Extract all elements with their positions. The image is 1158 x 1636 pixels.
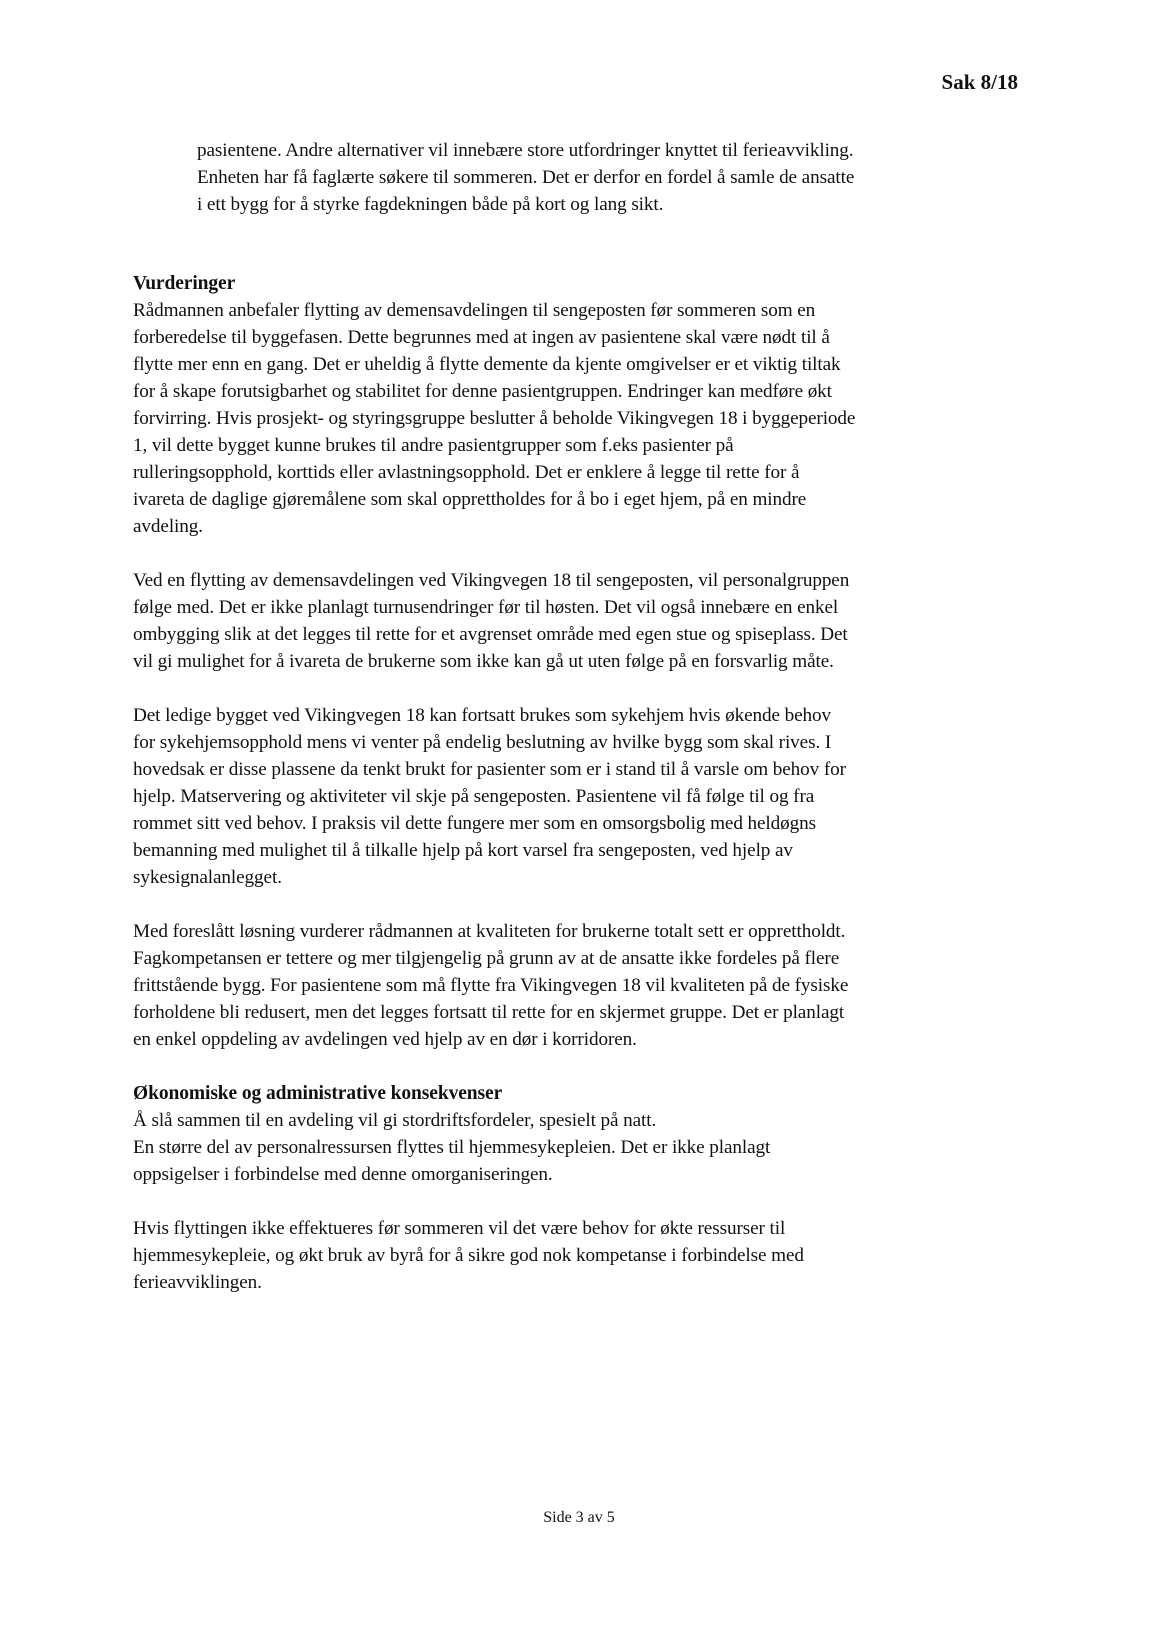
case-number: Sak 8/18	[941, 70, 1018, 94]
text-line: Ved en flytting av demensavdelingen ved Vikingvegen 18 til sengeposten, vil personalgruppen	[133, 570, 850, 591]
text-line: flytte mer enn en gang. Det er uheldig å flytte demente da kjente omgivelser er et viktig tiltak	[133, 354, 841, 375]
text-line: En større del av personalressursen flyttes til hjemmesykepleien. Det er ikke planlagt	[133, 1137, 771, 1158]
text-line: Å slå sammen til en avdeling vil gi stordriftsfordeler, spesielt på natt.	[133, 1110, 657, 1131]
text-line: oppsigelser i forbindelse med denne omorganiseringen.	[133, 1164, 553, 1185]
text-line: hovedsak er disse plassene da tenkt brukt for pasienter som er i stand til å varsle om behov for	[133, 759, 846, 780]
text-line: sykesignalanlegget.	[133, 867, 282, 888]
text-line: for å skape forutsigbarhet og stabilitet for denne pasientgruppen. Endringer kan medføre økt	[133, 381, 832, 402]
text-line: Rådmannen anbefaler flytting av demensavdelingen til sengeposten før sommeren som en	[133, 300, 816, 321]
paragraph	[133, 297, 1033, 540]
text-line: forberedelse til byggefasen. Dette begrunnes med at ingen av pasientene skal være nødt til å	[133, 327, 830, 348]
intro-paragraph	[197, 137, 1033, 218]
document-body	[133, 137, 1033, 1296]
text-line: hjelp. Matservering og aktiviteter vil skje på sengeposten. Pasientene vil få følge til og fra	[133, 786, 815, 807]
text-line: en enkel oppdeling av avdelingen ved hjelp av en dør i korridoren.	[133, 1029, 637, 1050]
text-line: Enheten har få faglærte søkere til sommeren. Det er derfor en fordel å samle de ansatte	[197, 167, 855, 188]
paragraph	[133, 702, 1033, 891]
text-line: for sykehjemsopphold mens vi venter på endelig beslutning av hvilke bygg som skal rives. I	[133, 732, 832, 753]
text-line: Med foreslått løsning vurderer rådmannen at kvaliteten for brukerne totalt sett er opprettholdt.	[133, 921, 846, 942]
text-line: rulleringsopphold, korttids eller avlastningsopphold. Det er enklere å legge til rette for å	[133, 462, 800, 483]
text-line: avdeling.	[133, 516, 203, 537]
text-line: forvirring. Hvis prosjekt- og styringsgruppe beslutter å beholde Vikingvegen 18 i byggeperiode	[133, 408, 856, 429]
paragraph	[133, 1215, 1033, 1296]
text-line: Fagkompetansen er tettere og mer tilgjengelig på grunn av at de ansatte ikke fordeles på flere	[133, 948, 840, 969]
text-line: vil gi mulighet for å ivareta de brukerne som ikke kan gå ut uten følge på en forsvarlig måte.	[133, 651, 834, 672]
text-line: frittstående bygg. For pasientene som må flytte fra Vikingvegen 18 vil kvaliteten på de fysiske	[133, 975, 849, 996]
text-line: hjemmesykepleie, og økt bruk av byrå for å sikre god nok kompetanse i forbindelse med	[133, 1245, 804, 1266]
text-line: ivareta de daglige gjøremålene som skal opprettholdes for å bo i eget hjem, på en mindre	[133, 489, 807, 510]
text-line: i ett bygg for å styrke fagdekningen både på kort og lang sikt.	[197, 194, 664, 215]
text-line: ferieavviklingen.	[133, 1272, 262, 1293]
text-line: forholdene bli redusert, men det legges fortsatt til rette for en skjermet gruppe. Det er planlagt	[133, 1002, 845, 1023]
text-line: følge med. Det er ikke planlagt turnusendringer før til høsten. Det vil også innebære en enkel	[133, 597, 839, 618]
text-line: bemanning med mulighet til å tilkalle hjelp på kort varsel fra sengeposten, ved hjelp av	[133, 840, 793, 861]
section-title-vurderinger: Vurderinger	[133, 273, 236, 294]
section-title-okonomi: Økonomiske og administrative konsekvenser	[133, 1083, 503, 1104]
text-line: Det ledige bygget ved Vikingvegen 18 kan fortsatt brukes som sykehjem hvis økende behov	[133, 705, 831, 726]
paragraph	[133, 918, 1033, 1053]
paragraph	[133, 567, 1033, 675]
text-line: 1, vil dette bygget kunne brukes til andre pasientgrupper som f.eks pasienter på	[133, 435, 734, 456]
page-number: Side 3 av 5	[543, 1509, 615, 1526]
text-line: ombygging slik at det legges til rette for et avgrenset område med egen stue og spiseplass. Det	[133, 624, 848, 645]
paragraph	[133, 1107, 1033, 1188]
text-line: pasientene. Andre alternativer vil innebære store utfordringer knyttet til ferieavvikling.	[197, 140, 854, 161]
text-line: rommet sitt ved behov. I praksis vil dette fungere mer som en omsorgsbolig med heldøgns	[133, 813, 816, 834]
text-line: Hvis flyttingen ikke effektueres før sommeren vil det være behov for økte ressurser til	[133, 1218, 786, 1239]
